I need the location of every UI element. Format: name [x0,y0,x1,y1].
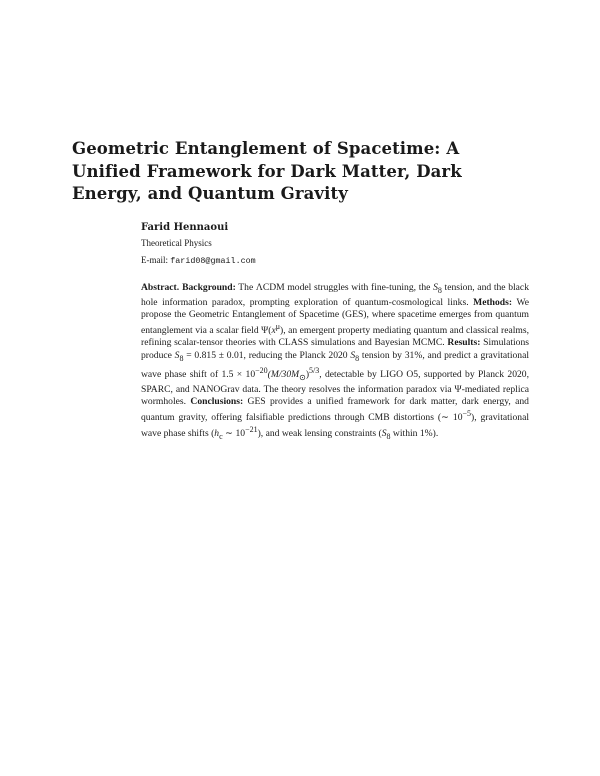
conclusions-text-4: ), and weak lensing constraints ( [257,428,382,440]
email-label: E-mail: [141,255,168,265]
author-email [141,255,256,266]
background-text: The ΛCDM model struggles with fine-tuning, the [238,282,434,293]
exponent-neg5: −5 [462,408,472,418]
s8-symbol-2: S [174,349,180,361]
conclusions-text-5: within 1%). [390,428,439,440]
methods-text-2: ), an emergent property mediating quantum and classical realms, refining scalar-tensor theories with CLASS simulations and Bayesian MCMC. [141,325,529,349]
results-text: Simulations produce [141,337,529,361]
methods-text: We propose the Geometric Entanglement of Spacetime (GES), where spacetime emerges from quantum entanglement via a scalar field Ψ( [141,297,529,337]
results-text-2: tension by 31%, and predict a gravitational wave phase shift of 1.5 × 10 [141,349,530,380]
s8-subscript: 8 [437,285,442,295]
conclusions-text-2: ), gravitational wave phase shifts ( [141,412,529,440]
x-symbol: x [271,325,276,337]
results-text-3: , detectable by LIGO O5, supported by Planck 2020, SPARC, and NANOGrav data. The theory resolves the information paradox via Ψ-mediated replica wormholes. [141,368,529,407]
conclusions-text-3: ∼ 10 [222,428,246,440]
methods-label: Methods: [473,297,513,308]
results-paren: ) [305,368,310,380]
author-affiliation: Theoretical Physics [141,238,212,248]
s8-symbol-4: S [381,428,387,440]
background-text-2: tension, and the black hole information paradox, prompting exploration of quantum-cosmological links. [141,282,529,308]
email-address[interactable]: farid08@gmail.com [170,256,256,266]
exponent-neg21: −21 [245,425,258,435]
exponent-neg20: −20 [255,365,268,375]
mu-superscript: μ [275,322,280,332]
sun-subscript: ⊙ [299,372,306,382]
results-label: Results: [447,337,481,349]
results-mass-ratio: (M/30M [267,368,300,380]
background-label: Background: [182,282,236,293]
s8-subscript-2: 8 [179,353,184,363]
paper-title: Geometric Entanglement of Spacetime: A Unified Framework for Dark Matter, Dark Energy, and Quantum Gravity [72,139,462,203]
conclusions-label: Conclusions: [190,395,244,407]
abstract-heading: Abstract. [141,282,180,293]
abstract [141,282,529,443]
exponent-five-thirds: 5/3 [309,365,320,375]
s8-subscript-4: 8 [386,432,391,442]
s8-symbol: S [433,282,438,293]
c-subscript: c [219,432,223,442]
s8-symbol-3: S [350,349,356,361]
author-name: Farid Hennaoui [141,222,229,233]
results-value: = 0.815 ± 0.01, reducing the Planck 2020 [183,349,351,361]
s8-subscript-3: 8 [355,353,360,363]
conclusions-text: GES provides a unified framework for dark matter, dark energy, and quantum gravity, offering falsifiable predictions through CMB distortions (∼ 10 [141,395,529,424]
h-symbol: h [214,428,220,440]
